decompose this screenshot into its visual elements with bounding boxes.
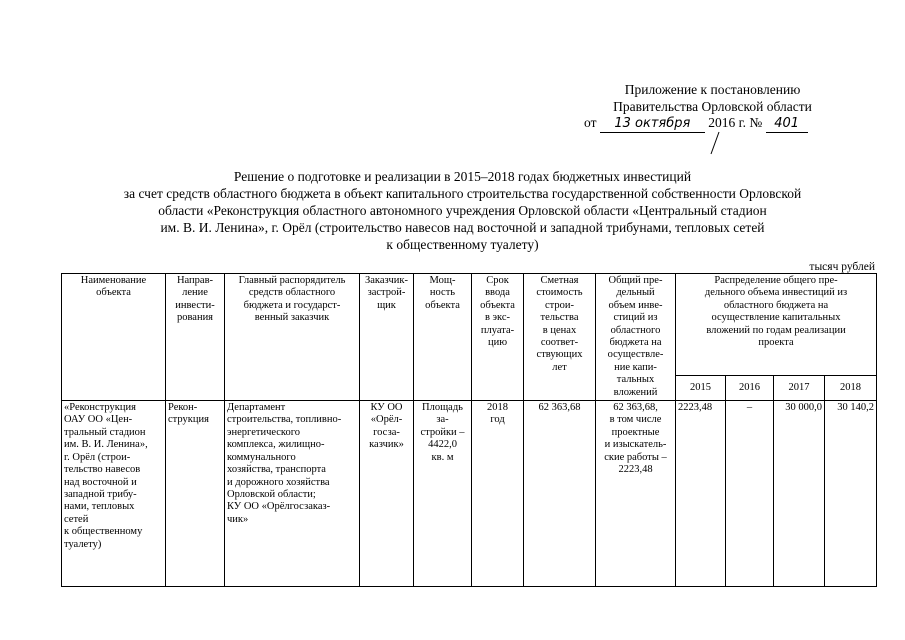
title-line-2: за счет средств областного бюджета в объект капитального строительства государственной собственности Орловской [123, 186, 802, 201]
header-distributor: Главный распорядитель средств областного бюджета и государст- венный заказчик [225, 274, 360, 401]
unit-label: тысяч рублей [809, 261, 875, 273]
cell-name: «Реконструкция ОАУ ОО «Цен- тральный стадион им. В. И. Ленина», г. Орёл (строи- тельство навесов над восточной и западной трибу- нами, тепловых сетей к общественному туалету) [62, 401, 166, 587]
header-term: Срок ввода объекта в экс- плуата- цию [472, 274, 524, 401]
header-customer: Заказчик- застрой- щик [360, 274, 414, 401]
header-total: Общий пре- дельный объем инве- стиций из областного бюджета на осуществле- ние капи- тальных вложений [596, 274, 676, 401]
signature-stroke [708, 131, 722, 155]
cell-distributor: Департамент строительства, топливно- энергетического комплекса, жилищно- коммунального хозяйства, транспорта и дорожного хозяйства Орловской области; КУ ОО «Орёлгосзаказ- чик» [225, 401, 360, 587]
cell-2015: 2223,48 [676, 401, 726, 587]
cell-direction: Рекон- струкция [166, 401, 225, 587]
header-year-2018: 2018 [825, 376, 877, 401]
annex-line-1: Приложение к постановлению [624, 82, 801, 97]
handwritten-number: 401 [766, 115, 808, 133]
cell-total: 62 363,68, в том числе проектные и изыскатель- ские работы – 2223,48 [596, 401, 676, 587]
title-line-5: к общественному туалету) [386, 237, 539, 252]
document-title [80, 168, 845, 253]
annex-header [580, 81, 845, 115]
table-header-row [62, 274, 877, 376]
title-line-4: им. В. И. Ленина», г. Орёл (строительство навесов над восточной и западной трибунами, тепловых сетей [160, 220, 765, 235]
cell-capacity: Площадь за- стройки – 4422,0 кв. м [414, 401, 472, 587]
cell-2017: 30 000,0 [774, 401, 825, 587]
annex-date-line [584, 114, 808, 133]
header-capacity: Мощ- ность объекта [414, 274, 472, 401]
header-year-2015: 2015 [676, 376, 726, 401]
cell-estimate: 62 363,68 [524, 401, 596, 587]
title-line-1: Решение о подготовке и реализации в 2015–2018 годах бюджетных инвестиций [233, 169, 692, 184]
cell-term: 2018 год [472, 401, 524, 587]
header-estimate: Сметная стоимость строи- тельства в ценах соответ- ствующих лет [524, 274, 596, 401]
investment-table [61, 273, 877, 587]
header-distribution: Распределение общего пре- дельного объема инвестиций из областного бюджета на осуществление капитальных вложений по годам реализации проекта [676, 274, 877, 376]
cell-customer: КУ ОО «Орёл- госза- казчик» [360, 401, 414, 587]
cell-2016: – [726, 401, 774, 587]
header-year-2017: 2017 [774, 376, 825, 401]
handwritten-date: 13 октября [600, 115, 705, 133]
title-line-3: области «Реконструкция областного автономного учреждения Орловской области «Центральный стадион [158, 203, 767, 218]
header-direction: Направ- ление инвести- рования [166, 274, 225, 401]
annex-year-text: 2016 г. № [708, 115, 763, 130]
header-name: Наименование объекта [62, 274, 166, 401]
header-year-2016: 2016 [726, 376, 774, 401]
annex-line-2: Правительства Орловской области [613, 99, 812, 114]
annex-from-label: от [584, 115, 597, 130]
table-row [62, 401, 877, 587]
cell-2018: 30 140,2 [825, 401, 877, 587]
